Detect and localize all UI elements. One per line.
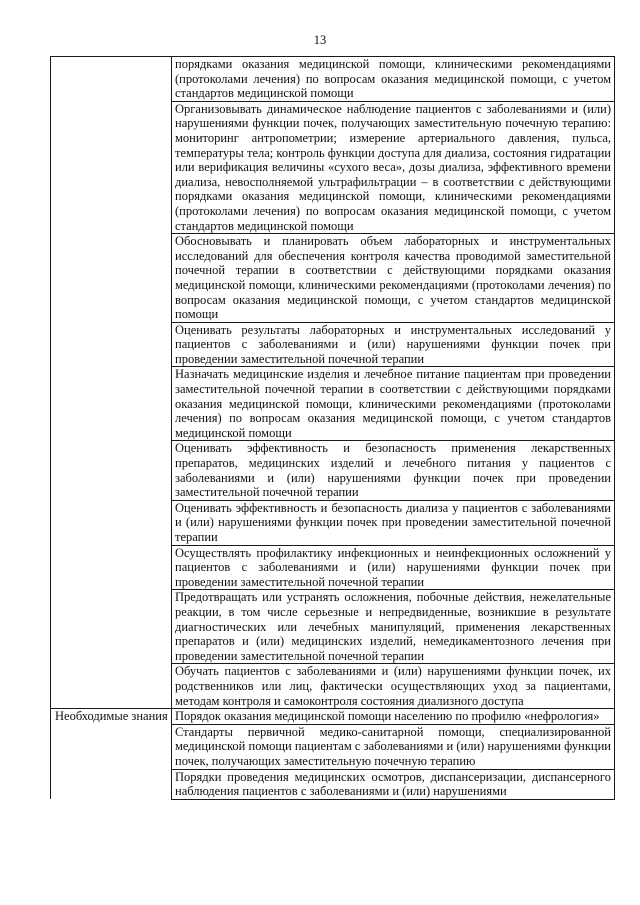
table-row [51, 664, 615, 709]
label-cell-empty [51, 57, 172, 102]
skill-cell: Осуществлять профилактику инфекционных и неинфекционных осложнений у пациентов с заболеваниями и (или) нарушениями функции почек при проведении заместительной почечной терапии [172, 545, 615, 590]
knowledge-cell: Порядки проведения медицинских осмотров, диспансеризации, диспансерного наблюдения пациентов с заболеваниями и (или) нарушениями [172, 769, 615, 799]
skill-cell: Обосновывать и планировать объем лабораторных и инструментальных исследований для обеспечения контроля качества проводимой заместительной почечной терапии в соответствии с действующими порядками оказания медицинской помощи, клиническими рекомендациями (протоколами лечения) по вопросам оказания медицинской помощи, с учетом стандартов медицинской помощи [172, 234, 615, 323]
skill-cell: Оценивать эффективность и безопасность диализа у пациентов с заболеваниями и (или) нарушениями функции почек при проведении заместительной почечной терапии [172, 500, 615, 545]
table-row [51, 500, 615, 545]
skill-cell: Назначать медицинские изделия и лечебное питание пациентам при проведении заместительной почечной терапии в соответствии с действующими порядками оказания медицинской помощи, клиническими рекомендациями (протоколами лечения) по вопросам оказания медицинской помощи, с учетом стандартов медицинской помощи [172, 367, 615, 441]
knowledge-label: Необходимые знания [51, 709, 172, 725]
label-cell-empty [51, 367, 172, 441]
page-number: 13 [313, 33, 327, 47]
knowledge-cell: Стандарты первичной медико-санитарной помощи, специализированной медицинской помощи пациентам с заболеваниями и (или) нарушениями функции почек, получающих заместительную почечную терапию [172, 724, 615, 769]
table-row [51, 57, 615, 102]
table-row [51, 322, 615, 367]
label-cell-empty [51, 322, 172, 367]
label-cell-empty [51, 545, 172, 590]
label-cell-empty [51, 769, 172, 799]
table-row [51, 367, 615, 441]
table-row [51, 441, 615, 500]
table-row [51, 234, 615, 323]
skill-cell: Оценивать результаты лабораторных и инструментальных исследований у пациентов с заболеваниями и (или) нарушениями функции почек при проведении заместительной почечной терапии [172, 322, 615, 367]
label-cell-empty [51, 590, 172, 664]
competency-table [50, 56, 615, 800]
skill-cell: порядками оказания медицинской помощи, клиническими рекомендациями (протоколами лечения) по вопросам оказания медицинской помощи, с учетом стандартов медицинской помощи [172, 57, 615, 102]
skill-cell: Организовывать динамическое наблюдение пациентов с заболеваниями и (или) нарушениями функции почек, получающих заместительную почечную терапию: мониторинг антропометрии; измерение артериального давления, пульса, температуры тела; контроль функции доступа для диализа, состояния гидратации или верификация величины «сухого веса», дозы диализа, эффективного времени диализа, невосполняемой ультрафильтрации – в соответствии с действующими порядками оказания медицинской помощи, клиническими рекомендациями (протоколами лечения) по вопросам оказания медицинской помощи, с учетом стандартов медицинской помощи [172, 101, 615, 233]
table-row [51, 101, 615, 233]
label-cell-empty [51, 724, 172, 769]
table-row [51, 545, 615, 590]
label-cell-empty [51, 441, 172, 500]
skill-cell: Обучать пациентов с заболеваниями и (или) нарушениями функции почек, их родственников или лиц, фактически осуществляющих уход за пациентами, методам контроля и самоконтроля состояния диализного доступа [172, 664, 615, 709]
table-row [51, 709, 615, 725]
skill-cell: Предотвращать или устранять осложнения, побочные действия, нежелательные реакции, в том числе серьезные и непредвиденные, возникшие в результате диагностических или лечебных манипуляций, применения лекарственных препаратов и (или) медицинских изделий, немедикаментозного лечения при проведении заместительной почечной терапии [172, 590, 615, 664]
label-cell-empty [51, 664, 172, 709]
knowledge-cell: Порядок оказания медицинской помощи населению по профилю «нефрология» [172, 709, 615, 725]
label-cell-empty [51, 500, 172, 545]
skill-cell: Оценивать эффективность и безопасность применения лекарственных препаратов, медицинских изделий и лечебного питания у пациентов с заболеваниями и (или) нарушениями функции почек при проведении заместительной почечной терапии [172, 441, 615, 500]
table-row [51, 769, 615, 799]
label-cell-empty [51, 234, 172, 323]
label-cell-empty [51, 101, 172, 233]
table-row [51, 724, 615, 769]
table-row [51, 590, 615, 664]
